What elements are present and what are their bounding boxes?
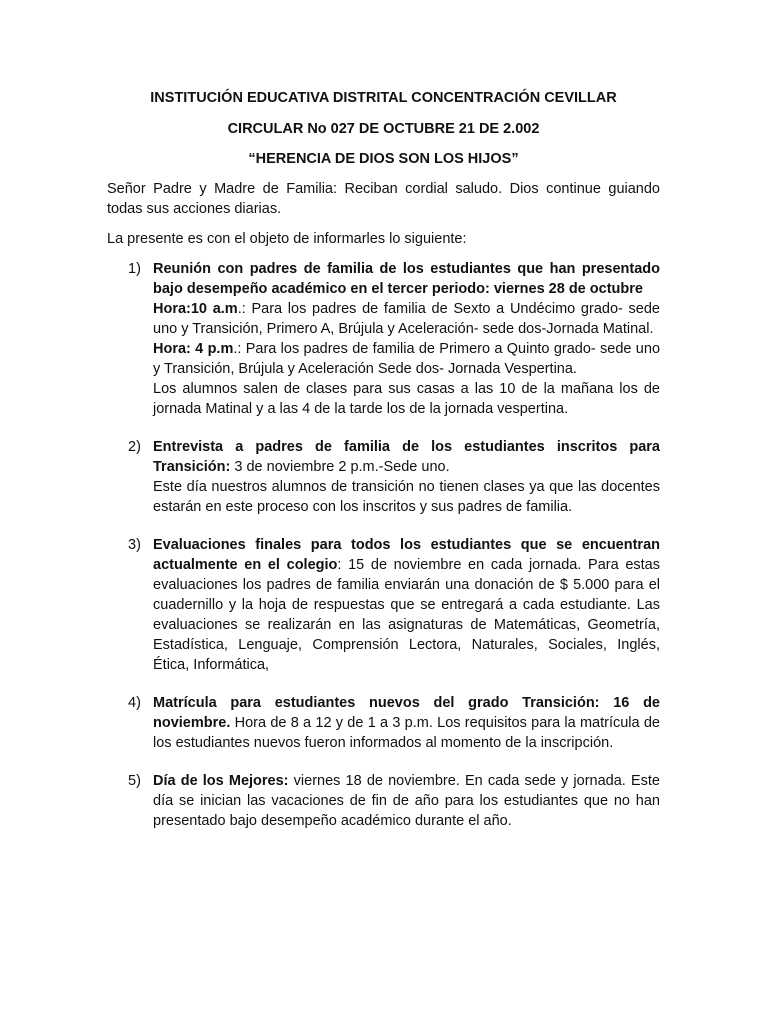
- list-item: [107, 259, 660, 419]
- item-number: 1): [128, 261, 141, 277]
- school-name: INSTITUCIÓN EDUCATIVA DISTRITAL CONCENTRACIÓN CEVILLAR: [150, 90, 617, 106]
- item-title: Evaluaciones finales para todos los estudiantes que se encuentran actualmente en el colegio: [153, 537, 660, 573]
- item-title: Matrícula para estudiantes nuevos del grado Transición: 16 de noviembre.: [153, 695, 660, 731]
- item-hour-text: .: Para los padres de familia de Sexto a Undécimo grado- sede uno y Transición, Primero A, Brújula y Aceleración- sede dos-Jornada Matinal.: [153, 301, 660, 337]
- circular-motto: “HERENCIA DE DIOS SON LOS HIJOS”: [248, 151, 519, 167]
- item-number: 5): [128, 773, 141, 789]
- list-item: [107, 437, 660, 517]
- item-note: Los alumnos salen de clases para sus casas a las 10 de la mañana los de jornada Matinal y a las 4 de la tarde los de la jornada vespertina.: [153, 381, 660, 417]
- item-text: 3 de noviembre 2 p.m.-Sede uno.: [230, 459, 450, 475]
- list-item: [107, 771, 660, 831]
- item-title: Día de los Mejores:: [153, 773, 289, 789]
- item-text: : 15 de noviembre en cada jornada. Para estas evaluaciones los padres de familia enviarán una donación de $ 5.000 para el cuadernillo y la hoja de respuestas que se entregará a cada estudiante. Las evaluaciones se realizarán en las asignaturas de Matemáticas, Geometría, Estadística, Lenguaje, Comprensión Lectora, Naturales, Sociales, Inglés, Ética, Informática,: [153, 557, 660, 673]
- announcement-list: [107, 259, 660, 831]
- list-item: [107, 693, 660, 753]
- item-title: Reunión con padres de familia de los estudiantes que han presentado bajo desempeño académico en el tercer periodo: viernes 28 de octubre: [153, 261, 660, 297]
- greeting-paragraph: Señor Padre y Madre de Familia: Reciban cordial saludo. Dios continue guiando todas sus acciones diarias.: [107, 181, 660, 217]
- item-text: Hora de 8 a 12 y de 1 a 3 p.m. Los requisitos para la matrícula de los estudiantes nuevos fueron informados al momento de la inscripción.: [153, 715, 660, 751]
- circular-number: CIRCULAR No 027 DE OCTUBRE 21 DE 2.002: [227, 121, 540, 137]
- item-number: 4): [128, 695, 141, 711]
- item-number: 3): [128, 537, 141, 553]
- item-hour-label: Hora:10 a.m: [153, 301, 238, 317]
- intro-paragraph: La presente es con el objeto de informarles lo siguiente:: [107, 231, 467, 247]
- item-hour-text: .: Para los padres de familia de Primero a Quinto grado- sede uno y Transición, Brújula y Aceleración Sede dos- Jornada Vespertina.: [153, 341, 661, 377]
- item-number: 2): [128, 439, 141, 455]
- item-note: Este día nuestros alumnos de transición no tienen clases ya que las docentes estarán en este proceso con los inscritos y sus padres de familia.: [153, 479, 660, 515]
- list-item: [107, 535, 660, 675]
- item-text: viernes 18 de noviembre. En cada sede y jornada. Este día se inician las vacaciones de fin de año para los estudiantes que no han presentado bajo desempeño académico durante el año.: [153, 773, 660, 829]
- item-title: Entrevista a padres de familia de los estudiantes inscritos para Transición:: [153, 439, 660, 475]
- item-hour-label: Hora: 4 p.m: [153, 341, 234, 357]
